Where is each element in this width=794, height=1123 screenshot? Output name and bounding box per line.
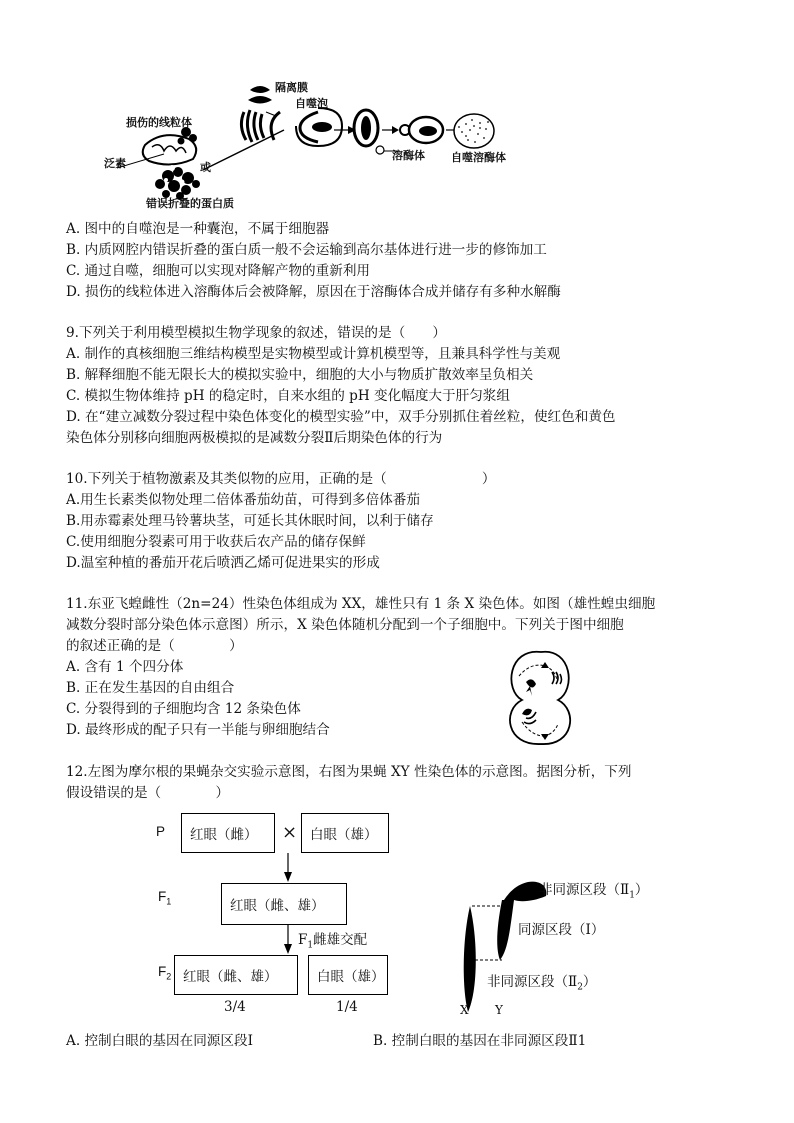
q8-option-d: D. 损伤的线粒体进入溶酶体后会被降解，原因在于溶酶体合成并储存有多种水解酶 [66,284,561,300]
q12-stem-line2: 假设错误的是（ ） [66,785,230,801]
cross-f2-label [158,964,171,982]
cross-f1-letter: F [158,889,167,904]
q11-option-a: A. 含有 1 个四分体 [66,659,184,675]
cross-p-female-box [181,813,275,853]
xy-nonhomologous-ii1-label [539,878,648,901]
cross-f1-label [158,889,171,907]
q8-option-c: C. 通过自噬，细胞可以实现对降解产物的重新利用 [66,263,371,279]
damaged-mitochondrion-drawing [143,127,197,165]
cross-f2-white-text: 白眼（雄） [317,969,385,985]
q11-option-b: B. 正在发生基因的自由组合 [66,680,235,696]
cross-p-male-box [301,813,389,853]
q12-option-b: B. 控制白眼的基因在非同源区段Ⅱ1 [373,1033,587,1049]
or-label: 或 [200,161,211,174]
cross-ratio-white: 1/4 [336,999,358,1015]
endoplasmic-reticulum-drawing [241,86,272,142]
ubiquitin-label: 泛素 [104,157,126,170]
xy-nonhomologous-ii2-text: 非同源区段（Ⅱ [487,974,578,990]
damaged-mitochondrion-label: 损伤的线粒体 [126,116,192,129]
cross-f2-white-box [308,955,388,995]
q12-stem-line1: 12.左图为摩尔根的果蝇杂交实验示意图，右图为果蝇 XY 性染色体的示意图。据图分析，下列 [66,764,632,780]
xy-x-label: X [460,1003,469,1017]
cross-p-male-text: 白眼（雄） [310,827,378,843]
cross-f2-red-box [174,955,298,995]
xy-ii2-sub: 2 [577,982,583,993]
q9-option-a: A. 制作的真核细胞三维结构模型是实物模型或计算机模型等，且兼具科学性与美观 [66,346,561,362]
q10-option-c: C.使用细胞分裂素可用于收获后农产品的储存保鲜 [66,534,366,550]
cross-f2-letter: F [158,964,167,979]
q9-option-c: C. 模拟生物体维持 pH 的稳定时，自来水组的 pH 变化幅度大于肝匀浆组 [66,388,510,404]
cross-f1-text: 红眼（雌、雄） [230,898,325,914]
xy-nonhomologous-ii2-label [487,970,596,993]
misfolded-protein-label: 错误折叠的蛋白质 [146,197,234,210]
q11-option-d: D. 最终形成的配子只有一半能与卵细胞结合 [66,722,330,738]
cross-f2-sub: 2 [166,971,172,982]
q11-stem-line3: 的叙述正确的是（ ） [66,638,243,654]
isolation-membrane-label: 隔离膜 [275,81,308,94]
q9-option-d: D. 在“建立减数分裂过程中染色体变化的模型实验”中，双手分别抓住着丝粒，使红色和黄色 [66,409,616,425]
cross-f1-mating-text: 雌雄交配 [313,932,368,948]
meiosis-cell-drawing [510,652,570,744]
q10-option-d: D.温室种植的番茄开花后喷洒乙烯可促进果实的形成 [66,555,380,571]
q9-option-d-cont: 染色体分别移向细胞两极模拟的是减数分裂Ⅱ后期染色体的行为 [66,430,443,446]
cross-f2-red-text: 红眼（雌、雄） [183,969,278,985]
cross-times: × [282,822,298,843]
cross-f1-mating: $F_1$雌雄交配 [298,932,368,951]
cross-f1-sub: 1 [166,896,172,907]
q11-stem-line1: 11.东亚飞蝗雌性（2n=24）性染色体组成为 XX，雄性只有 1 条 X 染色体。如图（雄性蝗虫细胞 [66,596,656,612]
cross-p-label: P [156,824,166,839]
autophagosome-drawing [296,108,342,146]
q11-option-c: C. 分裂得到的子细胞均含 12 条染色体 [66,701,301,717]
fusing-vesicle-drawing [354,110,378,146]
xy-ii2-close: ） [582,974,597,990]
q10-option-a: A.用生长素类似物处理二倍体番茄幼苗，可得到多倍体番茄 [66,492,420,508]
lysosome-label: 溶酶体 [392,149,425,162]
q8-option-b: B. 内质网腔内错误折叠的蛋白质一般不会运输到高尔基体进行进一步的修饰加工 [66,242,547,258]
cross-p-female-text: 红眼（雌） [190,827,258,843]
q9-stem: 9.下列关于利用模型模拟生物学现象的叙述，错误的是（ ） [66,325,446,341]
autolysosome-label: 自噬溶酶体 [451,151,506,164]
xy-y-label: Y [495,1003,503,1017]
q11-stem-line2: 减数分裂时部分染色体示意图）所示，X 染色体随机分配到一个子细胞中。下列关于图中细胞 [66,617,624,633]
xy-ii1-close: ） [634,882,649,898]
q10-option-b: B.用赤霉素处理马铃薯块茎，可延长其休眠时间，以利于储存 [66,513,434,529]
q8-option-a: A. 图中的自噬泡是一种囊泡，不属于细胞器 [66,221,330,237]
q12-option-a: A. 控制白眼的基因在同源区段Ⅰ [66,1033,253,1049]
cross-ratio-red: 3/4 [224,999,246,1015]
xy-homologous-label: 同源区段（Ⅰ） [518,922,605,938]
autolysosome-drawing [454,114,494,148]
q10-stem: 10.下列关于植物激素及其类似物的应用，正确的是（ ） [66,471,496,487]
q9-option-b: B. 解释细胞不能无限长大的模拟实验中，细胞的大小与物质扩散效率呈负相关 [66,367,534,383]
xy-nonhomologous-ii1-text: 非同源区段（Ⅱ [539,882,630,898]
cross-f1-mating-sub: 1 [307,940,314,951]
cross-f1-box [221,883,347,925]
xy-ii1-sub: 1 [629,890,635,901]
autophagosome-label: 自噬泡 [295,97,328,110]
